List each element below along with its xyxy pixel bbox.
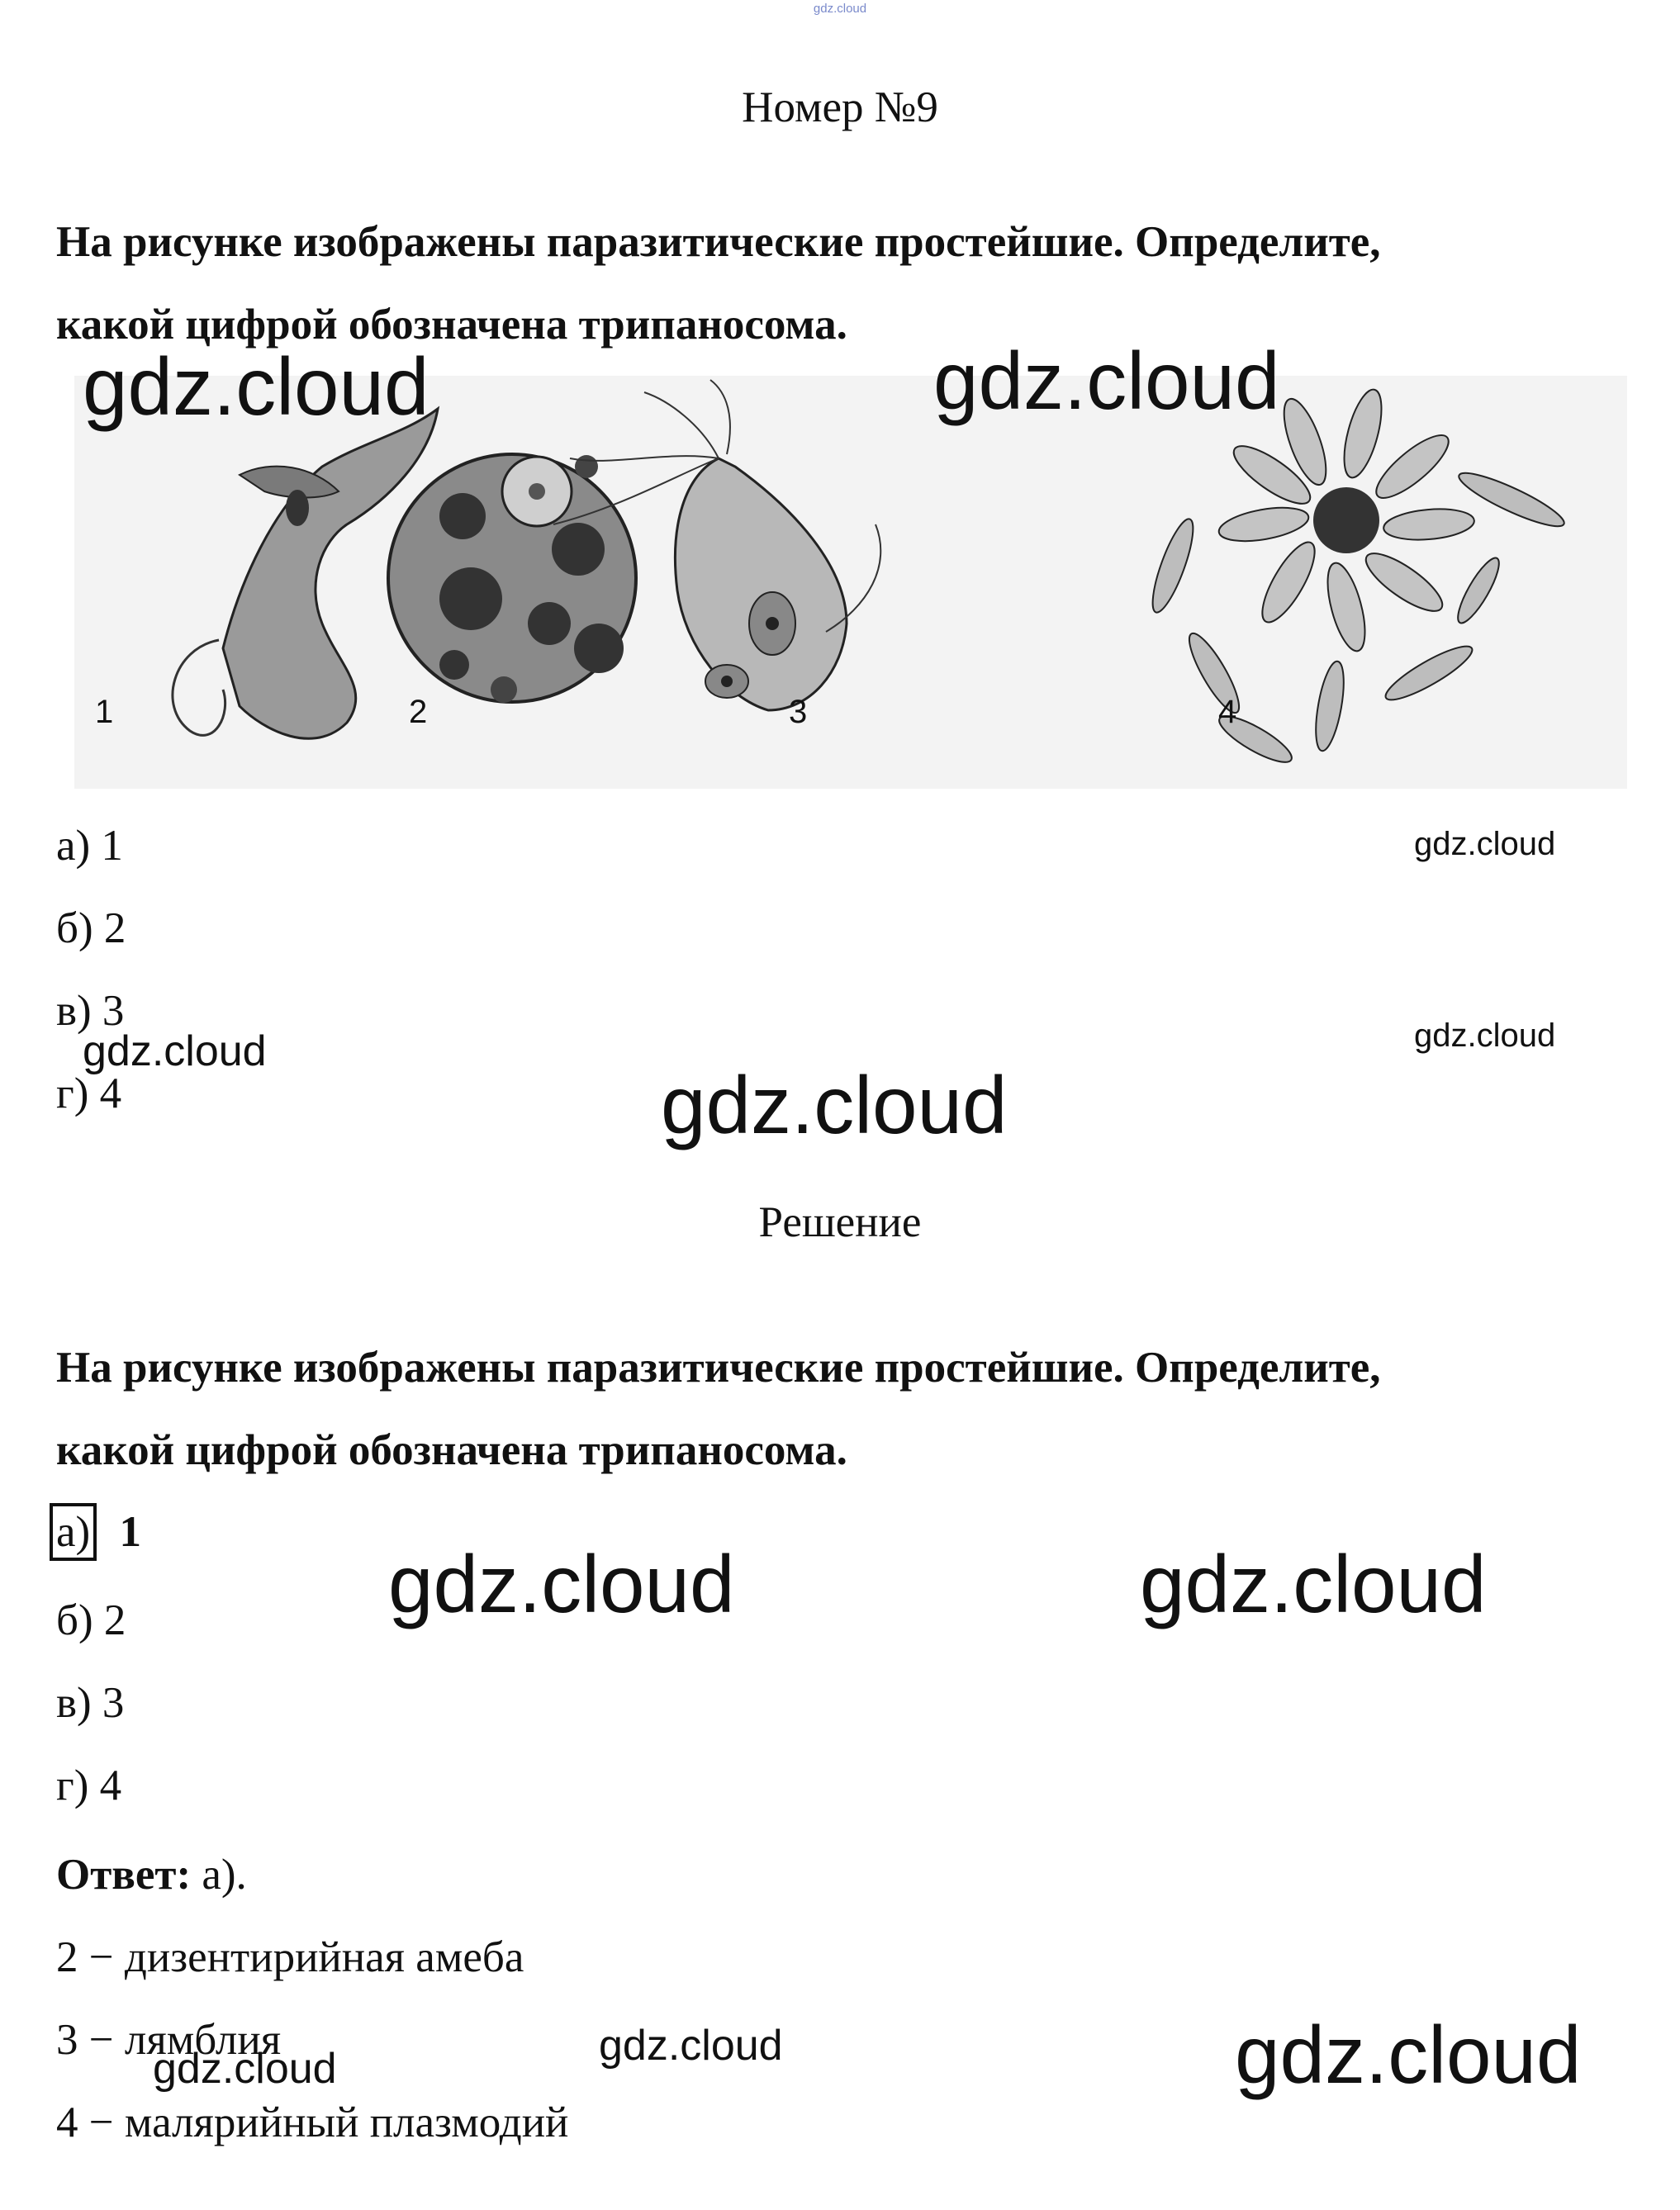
selected-option-value: 1 — [119, 1508, 141, 1556]
solution-option-c: в) 3 — [56, 1679, 125, 1727]
watermark: gdz.cloud — [153, 2045, 337, 2093]
solution-option-b: б) 2 — [56, 1596, 126, 1644]
figure-label-2: 2 — [409, 694, 428, 730]
answer-line — [56, 1850, 247, 1899]
solution-question-line-1: На рисунке изображены паразитические простейшие. Определите, — [56, 1344, 1381, 1392]
watermark: gdz.cloud — [83, 341, 429, 432]
page-title: Номер №9 — [742, 83, 938, 131]
question-line-2: какой цифрой обозначена трипаносома. — [56, 301, 847, 349]
watermark: gdz.cloud — [661, 1060, 1008, 1150]
watermark: gdz.cloud — [388, 1539, 735, 1629]
answer-label: Ответ: — [56, 1851, 192, 1899]
option-a: а) 1 — [56, 822, 123, 870]
figure-label-4: 4 — [1218, 694, 1237, 730]
watermark: gdz.cloud — [83, 1027, 267, 1075]
note-lamblia: 3 − лямблия — [56, 2016, 282, 2064]
header-watermark: gdz.cloud — [813, 2, 867, 16]
solution-option-a — [56, 1503, 141, 1561]
note-amoeba: 2 − дизентирийная амеба — [56, 1933, 524, 1981]
plasmodium-drawing — [1145, 386, 1568, 770]
answer-value: а). — [191, 1851, 247, 1899]
watermark: gdz.cloud — [933, 335, 1280, 426]
protozoa-illustration — [74, 376, 1627, 789]
solution-option-d: г) 4 — [56, 1762, 122, 1809]
watermark: gdz.cloud — [599, 2022, 783, 2070]
solution-question-line-2: какой цифрой обозначена трипаносома. — [56, 1426, 847, 1474]
figure-label-3: 3 — [789, 694, 808, 730]
watermark: gdz.cloud — [1235, 2009, 1582, 2100]
question-line-1: На рисунке изображены паразитические простейшие. Определите, — [56, 218, 1381, 266]
note-plasmodium: 4 − малярийный плазмодий — [56, 2099, 569, 2146]
watermark: gdz.cloud — [1140, 1539, 1487, 1629]
watermark: gdz.cloud — [1414, 826, 1556, 862]
solution-question-text — [56, 1326, 1642, 1492]
solution-title: Решение — [758, 1198, 922, 1246]
amoeba-drawing — [388, 454, 636, 730]
watermark: gdz.cloud — [1414, 1017, 1556, 1054]
option-b: б) 2 — [56, 904, 126, 952]
option-d: г) 4 — [56, 1069, 122, 1117]
option-c: в) 3 — [56, 987, 125, 1035]
protozoa-figure — [74, 376, 1627, 789]
trypanosome-drawing — [95, 409, 438, 738]
figure-label-1: 1 — [95, 694, 114, 730]
selected-option-box: а) — [50, 1503, 97, 1561]
